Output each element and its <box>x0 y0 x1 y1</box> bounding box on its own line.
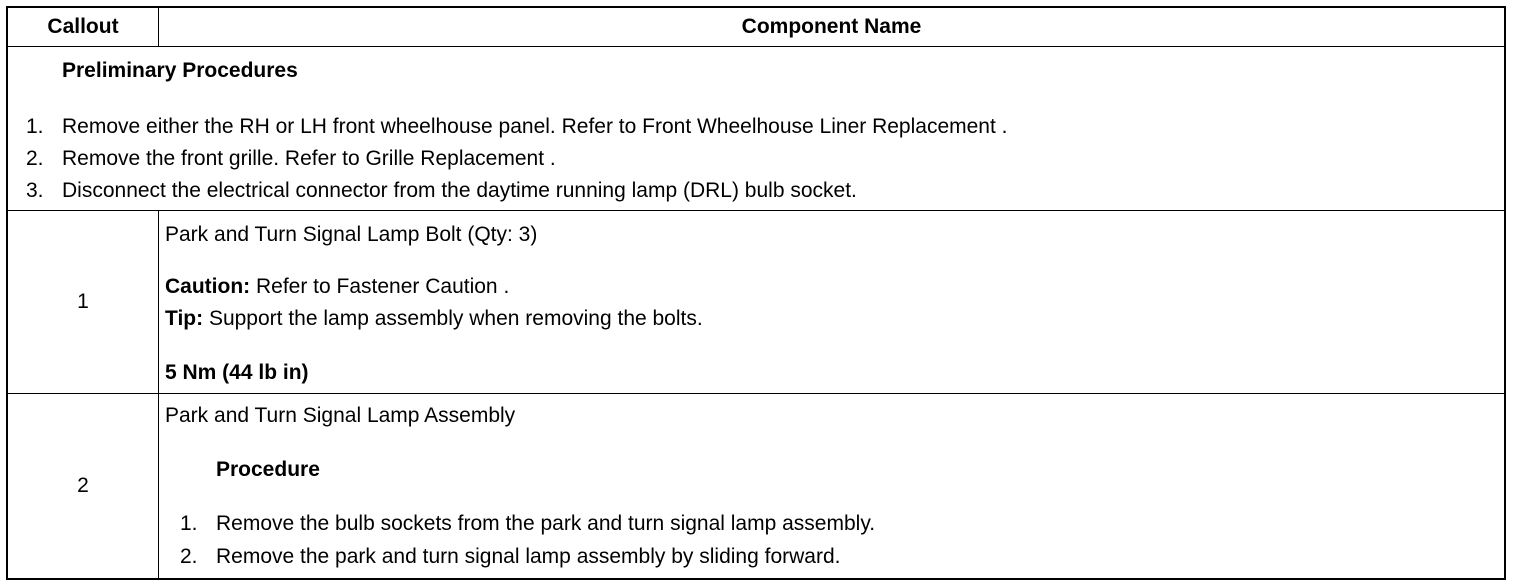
caution-label: Caution: <box>165 275 251 298</box>
step-number: 1. <box>180 512 198 535</box>
tip-line <box>165 307 703 331</box>
step-text: Disconnect the electrical connector from the daytime running lamp (DRL) bulb socket. <box>62 179 857 202</box>
torque-spec: 5 Nm (44 lb in) <box>165 361 309 384</box>
tip-label: Tip: <box>165 307 204 330</box>
list-item <box>180 545 840 569</box>
list-item <box>26 115 1008 147</box>
step-number: 1. <box>26 115 44 138</box>
procedure-table <box>6 6 1506 580</box>
step-text: Remove the bulb sockets from the park and turn signal lamp assembly. <box>216 512 876 535</box>
component-cell <box>159 394 1504 578</box>
preliminary-procedures-row <box>8 47 1504 211</box>
component-name-column-header: Component Name <box>741 15 922 38</box>
component-name: Park and Turn Signal Lamp Bolt (Qty: 3) <box>165 223 538 246</box>
step-text: Remove either the RH or LH front wheelhouse panel. Refer to Front Wheelhouse Liner Replacement . <box>62 115 1008 138</box>
table-row <box>8 211 1504 394</box>
list-item <box>26 179 1008 211</box>
tip-text: Support the lamp assembly when removing the bolts. <box>203 307 703 330</box>
procedure-title: Procedure <box>216 458 320 481</box>
list-item <box>180 512 875 536</box>
step-text: Remove the park and turn signal lamp assembly by sliding forward. <box>216 545 841 568</box>
table-row <box>8 394 1504 578</box>
step-number: 2. <box>26 147 44 170</box>
step-number: 2. <box>180 545 198 568</box>
caution-line <box>165 275 509 299</box>
callout-cell: 1 <box>8 211 159 393</box>
callout-column-header: Callout <box>8 8 159 46</box>
preliminary-procedures-title: Preliminary Procedures <box>62 59 298 82</box>
caution-text: Refer to Fastener Caution . <box>250 275 510 298</box>
table-header-row <box>8 8 1504 47</box>
step-text: Remove the front grille. Refer to Grille Replacement . <box>62 147 556 170</box>
list-item <box>26 147 1008 179</box>
step-number: 3. <box>26 179 44 202</box>
callout-cell: 2 <box>8 394 159 578</box>
component-cell <box>159 211 1504 393</box>
preliminary-steps-list <box>26 115 1008 211</box>
component-name: Park and Turn Signal Lamp Assembly <box>165 404 516 427</box>
